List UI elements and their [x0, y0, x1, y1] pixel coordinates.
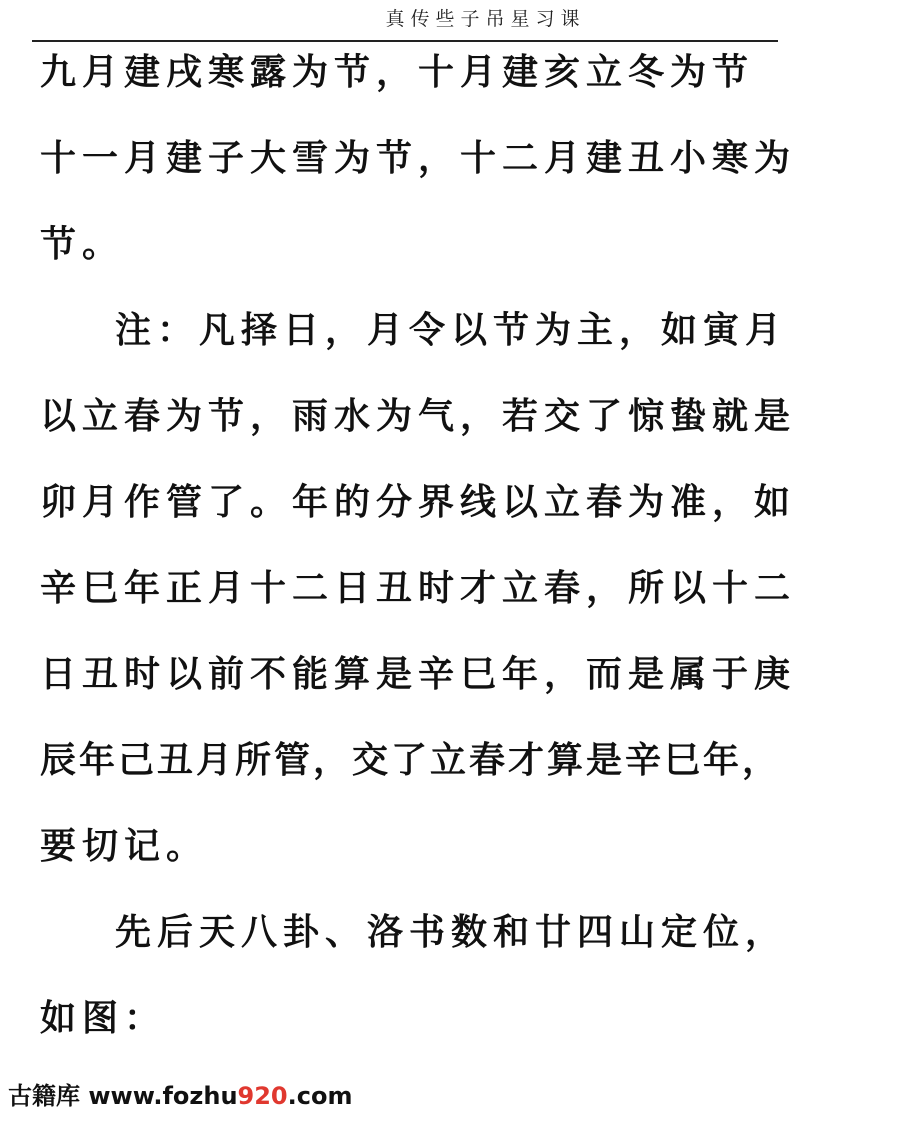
url-suffix: .com: [287, 1082, 353, 1110]
header-rule: [32, 40, 778, 42]
site-url: [88, 1082, 352, 1110]
page-body: [40, 52, 800, 1084]
text-line: 注：凡择日，月令以节为主，如寅月: [115, 309, 788, 351]
text-line: 节。: [40, 223, 125, 265]
text-line: 日丑时以前不能算是辛巳年，而是属于庚: [40, 653, 797, 695]
text-line: 九月建戌寒露为节，十月建亥立冬为节: [40, 51, 755, 93]
text-line: 如图：: [40, 997, 167, 1039]
source-watermark: [8, 1076, 352, 1111]
text-line: 辛巳年正月十二日丑时才立春，所以十二: [40, 567, 797, 609]
site-name: 古籍库: [8, 1082, 80, 1110]
text-line: 先后天八卦、洛书数和廿四山定位，: [115, 911, 788, 953]
text-line: 辰年己丑月所管，交了立春才算是辛巳年，: [40, 739, 782, 781]
text-line: 十一月建子大雪为节，十二月建丑小寒为: [40, 137, 797, 179]
running-header: [0, 4, 911, 31]
header-title: 真传些子吊星习课: [385, 8, 586, 30]
text-line: 要切记。: [40, 825, 209, 867]
url-prefix: www.fozhu: [88, 1082, 238, 1110]
text-line: 以立春为节，雨水为气，若交了惊蛰就是: [40, 395, 797, 437]
text-line: 卯月作管了。年的分界线以立春为准，如: [40, 481, 797, 523]
url-number: 920: [237, 1082, 288, 1110]
